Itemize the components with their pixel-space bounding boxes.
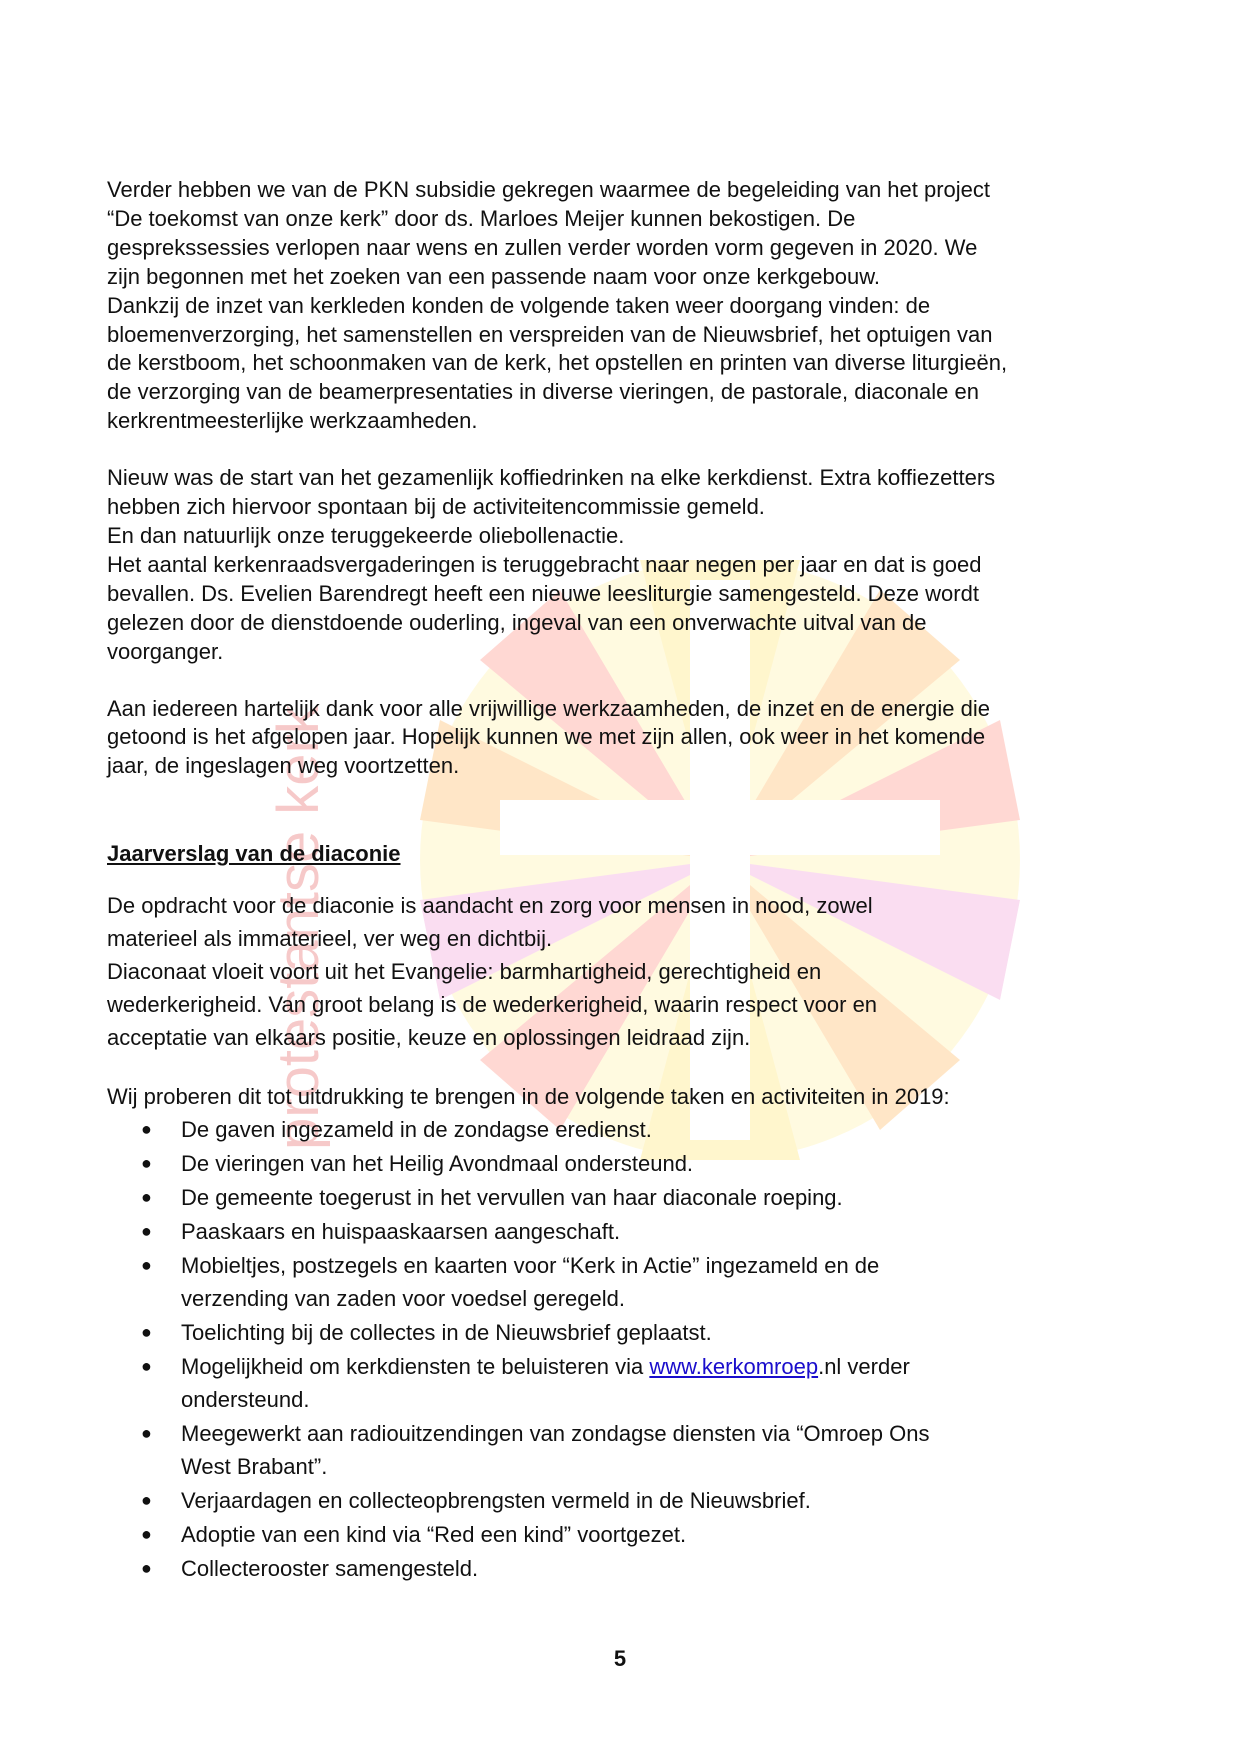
text-line: kerkrentmeesterlijke werkzaamheden. (107, 408, 478, 434)
text-line: Dankzij de inzet van kerkleden konden de volgende taken weer doorgang vinden: de (107, 292, 931, 318)
list-item (107, 1484, 1137, 1517)
list-item (107, 1249, 1137, 1315)
list-item-text: Meegewerkt aan radiouitzendingen van zondagse diensten via “Omroep Ons (181, 1421, 930, 1447)
intro-paragraph-2 (107, 464, 1137, 666)
list-item (107, 1215, 1137, 1248)
bullet-icon: ● (141, 1524, 152, 1545)
text-line: Nieuw was de start van het gezamenlijk koffiedrinken na elke kerkdienst. Extra koffiezetters (107, 465, 996, 491)
diaconie-paragraph (107, 889, 1137, 1054)
text-line: materieel als immaterieel, ver weg en dichtbij. (107, 926, 553, 952)
text-line: jaar, de ingeslagen weg voortzetten. (107, 753, 460, 779)
text-line: gesprekssessies verlopen naar wens en zullen verder worden vorm gegeven in 2020. We (107, 234, 978, 260)
bullet-icon: ● (141, 1423, 152, 1444)
list-item (107, 1181, 1137, 1214)
text-line: En dan natuurlijk onze teruggekeerde oliebollenactie. (107, 522, 625, 548)
bullet-icon: ● (141, 1558, 152, 1579)
kerkomroep-link[interactable]: www.kerkomroep (649, 1354, 819, 1380)
task-list (107, 1113, 1137, 1585)
page-number: 5 (613, 1646, 627, 1671)
bullet-icon: ● (141, 1490, 152, 1511)
list-item (107, 1147, 1137, 1180)
text-line: De opdracht voor de diaconie is aandacht en zorg voor mensen in nood, zowel (107, 893, 873, 919)
bullet-icon: ● (141, 1153, 152, 1174)
paragraph-gap (107, 667, 1137, 695)
bullet-icon: ● (141, 1255, 152, 1276)
list-item-text: Adoptie van een kind via “Red een kind” voortgezet. (181, 1522, 687, 1548)
list-item-text: Verjaardagen en collecteopbrengsten vermeld in de Nieuwsbrief. (181, 1488, 811, 1514)
list-item-text: Paaskaars en huispaaskaarsen aangeschaft. (181, 1219, 621, 1245)
diaconie-section (107, 889, 1137, 1585)
list-item-text: De gemeente toegerust in het vervullen van haar diaconale roeping. (181, 1185, 843, 1211)
list-item-text: De gaven ingezameld in de zondagse eredienst. (181, 1117, 652, 1143)
text-line: wederkerigheid. Van groot belang is de wederkerigheid, waarin respect voor en (107, 992, 878, 1018)
text-line: acceptatie van elkaars positie, keuze en oplossingen leidraad zijn. (107, 1025, 751, 1051)
bullet-icon: ● (141, 1187, 152, 1208)
list-item (107, 1518, 1137, 1551)
bullet-icon: ● (141, 1119, 152, 1140)
list-item-text: De vieringen van het Heilig Avondmaal ondersteund. (181, 1151, 694, 1177)
page-content (107, 176, 1137, 1586)
diaconie-lead: Wij proberen dit tot uitdrukking te brengen in de volgende taken en activiteiten in 2019: (107, 1084, 950, 1110)
intro-paragraph-1 (107, 176, 1137, 436)
bullet-icon: ● (141, 1356, 152, 1377)
text-line: hebben zich hiervoor spontaan bij de activiteitencommissie gemeld. (107, 494, 765, 520)
list-item (107, 1552, 1137, 1585)
watermark-text: protestantse kerk (266, 705, 331, 1150)
text-line: de verzorging van de beamerpresentaties in diverse vieringen, de pastorale, diaconale en (107, 379, 979, 405)
text-line: zijn begonnen met het zoeken van een passende naam voor onze kerkgebouw. (107, 263, 880, 289)
list-item (107, 1113, 1137, 1146)
text-line: Het aantal kerkenraadsvergaderingen is teruggebracht naar negen per jaar en dat is goed (107, 551, 982, 577)
list-item-text: Toelichting bij de collectes in de Nieuwsbrief geplaatst. (181, 1320, 712, 1346)
text-line: Verder hebben we van de PKN subsidie gekregen waarmee de begeleiding van het project (107, 177, 991, 202)
list-item-text: verzending van zaden voor voedsel geregeld. (181, 1286, 625, 1312)
paragraph-gap (107, 1054, 1137, 1080)
text-line: “De toekomst van onze kerk” door ds. Marloes Meijer kunnen bekostigen. De (107, 205, 856, 231)
bullet-icon: ● (141, 1221, 152, 1242)
text-line: gelezen door de dienstdoende ouderling, ingeval van een onverwachte uitval van de (107, 609, 927, 635)
text-line: getoond is het afgelopen jaar. Hopelijk kunnen we met zijn allen, ook weer in het komende (107, 724, 986, 750)
text-line: voorganger. (107, 638, 224, 664)
bullet-icon: ● (141, 1322, 152, 1343)
text-line: Diaconaat vloeit voort uit het Evangelie: barmhartigheid, gerechtigheid en (107, 959, 822, 985)
text-line: bloemenverzorging, het samenstellen en verspreiden van de Nieuwsbrief, het optuigen van (107, 321, 993, 347)
text-line: de kerstboom, het schoonmaken van de kerk, het opstellen en printen van diverse liturgieën, (107, 350, 1008, 376)
intro-paragraph-3 (107, 695, 1137, 782)
text-line: bevallen. Ds. Evelien Barendregt heeft een nieuwe leesliturgie samengesteld. Deze wordt (107, 580, 979, 606)
list-item-text: Mobieltjes, postzegels en kaarten voor “Kerk in Actie” ingezameld en de (181, 1253, 880, 1279)
diaconie-heading: Jaarverslag van de diaconie (107, 841, 401, 867)
list-item-text: ondersteund. (181, 1387, 310, 1413)
section-gap (107, 781, 1137, 839)
text-line: Aan iedereen hartelijk dank voor alle vrijwillige werkzaamheden, de inzet en de energie die (107, 695, 990, 721)
list-item-text: Collecterooster samengesteld. (181, 1556, 479, 1582)
paragraph-gap (107, 436, 1137, 464)
list-item-text: Mogelijkheid om kerkdiensten te beluisteren via (181, 1354, 650, 1380)
list-item-text: .nl verder (818, 1354, 910, 1380)
list-item (107, 1316, 1137, 1349)
list-item (107, 1350, 1137, 1416)
section-gap (107, 869, 1137, 889)
list-item (107, 1417, 1137, 1483)
list-item-text: West Brabant”. (181, 1454, 328, 1480)
intro-section (107, 176, 1137, 781)
